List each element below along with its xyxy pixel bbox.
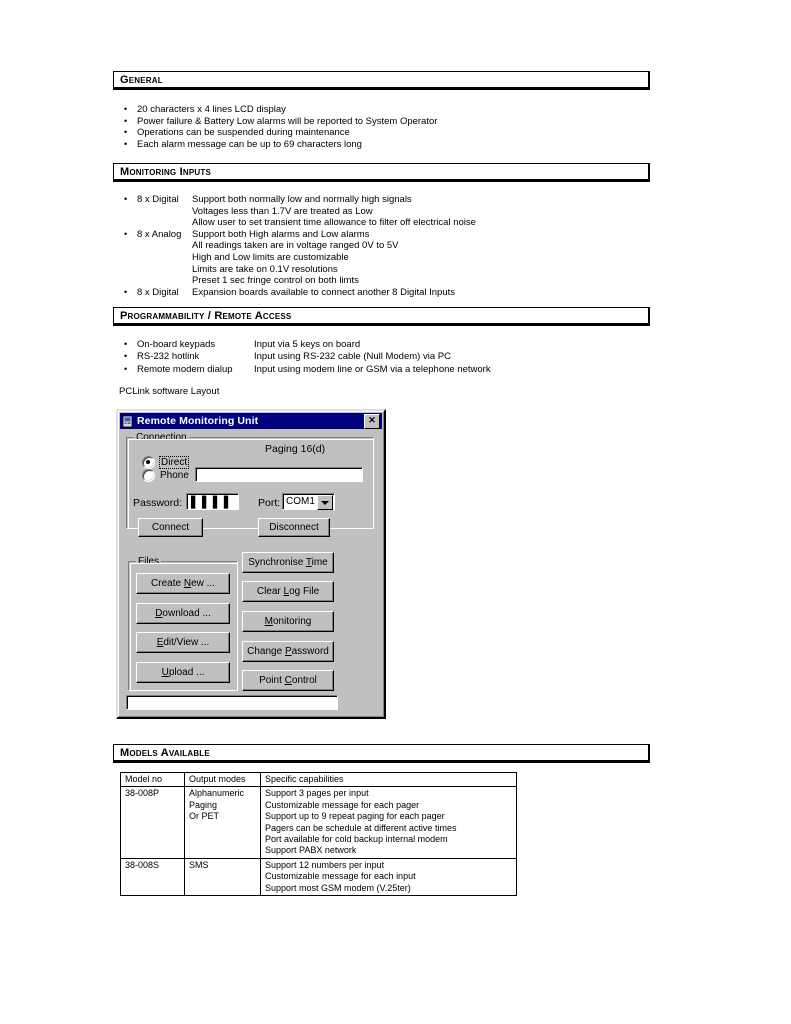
table-header-cell: Model no — [121, 773, 185, 787]
create-new-accelerator: N — [183, 578, 192, 589]
radio-direct[interactable] — [142, 456, 188, 469]
list-item-desc: Expansion boards available to connect another 8 Digital Inputs — [192, 286, 456, 298]
list-item-term: 8 x Analog — [137, 228, 182, 240]
paging-label: Paging 16(d) — [265, 443, 326, 455]
upload-label-post: pload ... — [168, 667, 205, 678]
list-item-desc: All readings taken are in voltage ranged 0V to 5V — [192, 240, 399, 252]
phone-input[interactable] — [195, 467, 363, 482]
table-cell-modes: SMS — [185, 858, 261, 895]
monitoring-label-post: onitoring — [272, 616, 312, 627]
port-label: Port: — [258, 497, 281, 509]
table-cell-caps: Support 3 pages per input Customizable message for each pager Support up to 9 repeat paging for each pager Pagers can be schedule at different active times Port available for cold backup internal modem Support PABX network — [261, 787, 517, 858]
change-password-button[interactable] — [242, 641, 334, 662]
list-item-desc: High and Low limits are customizable — [192, 251, 349, 263]
synchronise-time-button[interactable] — [242, 552, 334, 573]
port-select[interactable] — [282, 493, 335, 510]
list-item-desc: Input via 5 keys on board — [254, 339, 361, 350]
bullet-icon: • — [124, 339, 128, 349]
remote-monitoring-unit-dialog — [116, 409, 386, 719]
list-item-text: 20 characters x 4 lines LCD display — [137, 104, 286, 115]
disconnect-button[interactable] — [258, 518, 330, 537]
clear-log-file-button[interactable] — [242, 581, 334, 602]
upload-accelerator: U — [161, 667, 169, 678]
bullet-icon: • — [124, 286, 128, 297]
table-cell-modes: Alphanumeric Paging Or PET — [185, 787, 261, 858]
password-input[interactable] — [186, 493, 239, 510]
table-row — [121, 787, 517, 858]
bullet-icon: • — [124, 104, 128, 114]
changepw-accelerator: P — [284, 646, 292, 657]
dialog-title: Remote Monitoring Unit — [137, 415, 259, 427]
section-header-models-available — [113, 744, 650, 763]
upload-button[interactable] — [136, 662, 230, 683]
clear-accelerator: L — [283, 586, 290, 597]
bullet-icon: • — [124, 194, 128, 204]
monitoring-accelerator: M — [264, 616, 273, 627]
section-title-models-available: Models Available — [120, 747, 210, 759]
files-group-label: Files — [138, 556, 160, 567]
table-header-cell: Output modes — [185, 773, 261, 787]
section-header-programmability — [113, 307, 650, 326]
section-title-programmability: Programmability / Remote Access — [120, 310, 292, 322]
list-item-desc: Support both High alarms and Low alarms — [192, 228, 370, 240]
download-label-post: ownload ... — [162, 608, 211, 619]
pointctl-label-post: ontrol — [291, 675, 317, 686]
list-item-desc: Support both normally low and normally high signals — [192, 194, 412, 205]
list-item-term: 8 x Digital — [137, 194, 179, 205]
list-item-desc: Limits are take on 0.1V resolutions — [192, 263, 338, 275]
list-item-desc: Voltages less than 1.7V are treated as Low — [192, 205, 373, 217]
list-item-term: Remote modem dialup — [137, 363, 233, 375]
app-icon — [121, 415, 134, 428]
bullet-icon: • — [124, 115, 128, 126]
monitoring-button[interactable] — [242, 611, 334, 632]
password-label: Password: — [133, 497, 183, 509]
bullet-icon: • — [124, 228, 128, 239]
bullet-icon: • — [124, 351, 128, 362]
list-item-desc: Input using RS-232 cable (Null Modem) via PC — [254, 351, 451, 363]
list-item-desc: Preset 1 sec fringe control on both limts — [192, 275, 359, 287]
table-row — [121, 858, 517, 895]
close-icon[interactable]: ✕ — [364, 414, 380, 429]
status-bar — [126, 695, 338, 710]
point-control-button[interactable] — [242, 670, 334, 691]
connection-group-label: Connection — [136, 432, 187, 443]
pclink-layout-caption: PCLink software Layout — [119, 386, 220, 397]
table-cell-caps: Support 12 numbers per input Customizable message for each input Support most GSM modem (V.25ter) — [261, 858, 517, 895]
bullet-icon: • — [124, 127, 128, 138]
port-selected-value: COM1 — [286, 496, 315, 507]
bullet-icon: • — [124, 363, 128, 374]
changepw-label-post: assword — [291, 646, 329, 657]
sync-label-post: ime — [311, 557, 328, 568]
section-header-monitoring-inputs — [113, 163, 650, 182]
connect-button[interactable] — [138, 518, 203, 537]
list-item-text: Each alarm message can be up to 69 characters long — [137, 138, 362, 150]
section-header-general — [113, 71, 650, 90]
radio-phone[interactable] — [142, 469, 189, 482]
list-item-term: On-board keypads — [137, 339, 216, 350]
password-masked-value: ▌▌▌▌ — [191, 496, 235, 509]
sync-label-pre: Synchronise — [248, 557, 306, 568]
table-cell-model: 38-008P — [121, 787, 185, 858]
list-item-desc: Allow user to set transient time allowance to filter off electrical noise — [192, 217, 476, 229]
download-accelerator: D — [155, 608, 163, 619]
list-item-term: RS-232 hotlink — [137, 351, 200, 363]
list-item-term: 8 x Digital — [137, 286, 179, 298]
download-button[interactable] — [136, 603, 230, 624]
radio-phone-indicator[interactable] — [142, 469, 155, 482]
clear-label-post: og File — [289, 586, 320, 597]
list-item-text: Operations can be suspended during maintenance — [137, 127, 350, 139]
create-new-button[interactable] — [136, 573, 230, 594]
sync-accelerator: T — [305, 557, 312, 568]
section-title-general: General — [120, 74, 163, 86]
radio-direct-indicator[interactable] — [142, 456, 155, 469]
pointctl-label-pre: Point — [259, 675, 285, 686]
connection-groupbox — [126, 432, 374, 529]
chevron-down-icon[interactable] — [317, 495, 333, 510]
edit-view-button[interactable] — [136, 632, 230, 653]
list-item-desc: Input using modem line or GSM via a telephone network — [254, 363, 491, 375]
bullet-icon: • — [124, 138, 128, 149]
changepw-label-pre: Change — [247, 646, 285, 657]
list-item-text: Power failure & Battery Low alarms will be reported to System Operator — [137, 115, 438, 127]
edit-view-label-post: dit/View ... — [163, 637, 210, 648]
radio-phone-label: Phone — [160, 470, 189, 481]
connect-button-label: Connect — [151, 522, 190, 533]
pointctl-accelerator: C — [284, 675, 292, 686]
table-header-cell: Specific capabilities — [261, 773, 517, 787]
table-cell-model: 38-008S — [121, 858, 185, 895]
models-table — [120, 772, 517, 896]
clear-label-pre: Clear — [256, 586, 284, 597]
radio-direct-label: Direct — [161, 457, 188, 468]
create-new-label-pre: Create — [151, 578, 184, 589]
edit-view-accelerator: E — [156, 637, 164, 648]
table-header-row — [121, 773, 517, 787]
disconnect-button-label: Disconnect — [269, 522, 319, 533]
dialog-titlebar[interactable] — [120, 413, 382, 429]
section-title-monitoring-inputs: Monitoring Inputs — [120, 166, 211, 178]
create-new-label-post: ew ... — [191, 578, 215, 589]
